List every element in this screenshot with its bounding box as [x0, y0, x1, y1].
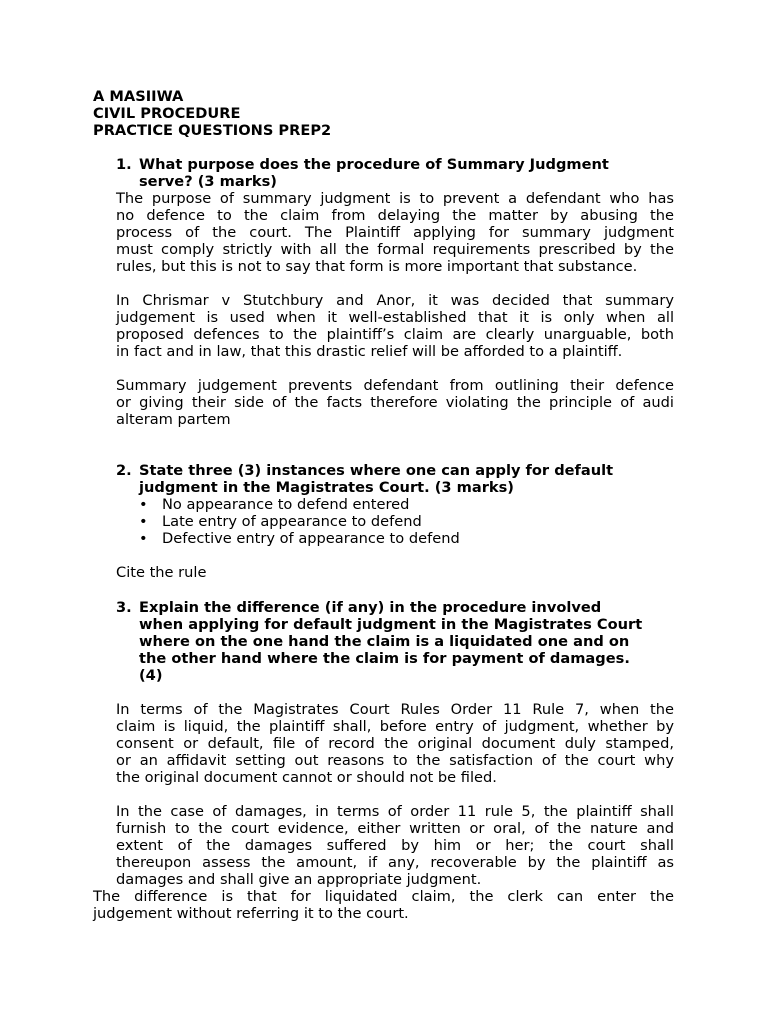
answer-3-line: In the case of damages, in terms of order 11 rule 5, the plaintiff shall [116, 803, 674, 820]
conclusion-line: judgement without referring it to the court. [93, 905, 409, 922]
question-2-line: State three (3) instances where one can apply for default [139, 462, 614, 479]
question-2-line: judgment in the Magistrates Court. (3 marks) [139, 479, 514, 496]
answer-1-line: In Chrismar v Stutchbury and Anor, it was decided that summary [116, 292, 674, 309]
answer-3-line: In terms of the Magistrates Court Rules Order 11 Rule 7, when the [116, 701, 674, 718]
answer-1-line: Summary judgement prevents defendant from outlining their defence [116, 377, 674, 394]
answer-1-line: no defence to the claim from delaying the matter by abusing the [116, 207, 674, 224]
bullet-icon: • [139, 530, 148, 547]
course-title: CIVIL PROCEDURE [93, 105, 241, 122]
question-3-line: where on the one hand the claim is a liquidated one and on [139, 633, 630, 650]
answer-3-line: consent or default, file of record the original document duly stamped, [116, 735, 674, 752]
question-3-line: Explain the difference (if any) in the procedure involved [139, 599, 602, 616]
answer-3-line: damages and shall give an appropriate judgment. [116, 871, 482, 888]
question-3-line: the other hand where the claim is for payment of damages. [139, 650, 630, 667]
author-name: A MASIIWA [93, 88, 184, 105]
conclusion-line: The difference is that for liquidated claim, the clerk can enter the [93, 888, 674, 905]
answer-1-line: judgement is used when it well-established that it is only when all [116, 309, 674, 326]
answer-1-line: alteram partem [116, 411, 231, 428]
list-item: No appearance to defend entered [162, 496, 410, 513]
question-1-line: serve? (3 marks) [139, 173, 277, 190]
question-2-number: 2. [116, 462, 132, 479]
bullet-icon: • [139, 513, 148, 530]
question-1-number: 1. [116, 156, 132, 173]
answer-3-line: extent of the damages suffered by him or her; the court shall [116, 837, 674, 854]
answer-1-line: process of the court. The Plaintiff applying for summary judgment [116, 224, 674, 241]
cite-rule-note: Cite the rule [116, 564, 207, 581]
question-3-line: when applying for default judgment in the Magistrates Court [139, 616, 643, 633]
answer-1-line: must comply strictly with all the formal requirements prescribed by the [116, 241, 674, 258]
answer-1-line: rules, but this is not to say that form is more important that substance. [116, 258, 638, 275]
question-3-number: 3. [116, 599, 132, 616]
list-item: Defective entry of appearance to defend [162, 530, 460, 547]
answer-3-line: the original document cannot or should not be filed. [116, 769, 497, 786]
question-1-line: What purpose does the procedure of Summary Judgment [139, 156, 609, 173]
answer-1-line: in fact and in law, that this drastic relief will be afforded to a plaintiff. [116, 343, 623, 360]
bullet-icon: • [139, 496, 148, 513]
answer-3-line: claim is liquid, the plaintiff shall, before entry of judgment, whether by [116, 718, 674, 735]
answer-1-line: or giving their side of the facts therefore violating the principle of audi [116, 394, 674, 411]
answer-3-line: furnish to the court evidence, either written or oral, of the nature and [116, 820, 674, 837]
answer-3-line: thereupon assess the amount, if any, recoverable by the plaintiff as [116, 854, 674, 871]
page-title: PRACTICE QUESTIONS PREP2 [93, 122, 332, 139]
answer-1-line: The purpose of summary judgment is to prevent a defendant who has [116, 190, 674, 207]
question-3-line: (4) [139, 667, 163, 684]
answer-1-line: proposed defences to the plaintiff’s claim are clearly unarguable, both [116, 326, 674, 343]
list-item: Late entry of appearance to defend [162, 513, 422, 530]
answer-3-line: or an affidavit setting out reasons to the satisfaction of the court why [116, 752, 674, 769]
